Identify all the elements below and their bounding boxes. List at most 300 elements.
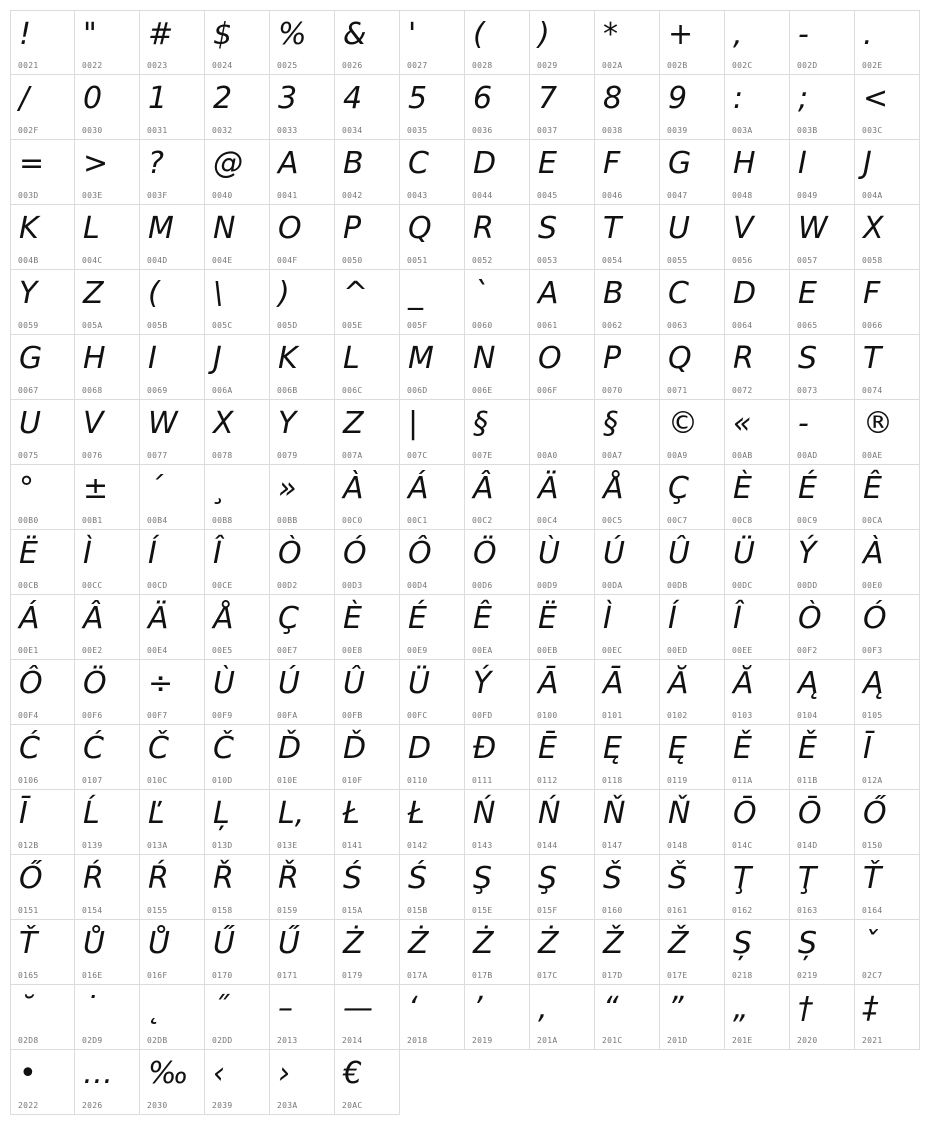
- glyph-codepoint: 00AE: [862, 451, 883, 460]
- glyph-char: Ň: [668, 796, 691, 831]
- glyph-char: “: [603, 991, 619, 1026]
- glyph-char: À: [343, 471, 364, 506]
- glyph-char: A: [538, 276, 559, 311]
- glyph-cell: [660, 335, 725, 400]
- glyph-codepoint: 002F: [18, 126, 39, 135]
- glyph-char: (: [473, 17, 485, 52]
- glyph-codepoint: 005E: [342, 321, 363, 330]
- glyph-cell: [335, 140, 400, 205]
- glyph-codepoint: 00E4: [147, 646, 168, 655]
- glyph-cell: [10, 725, 75, 790]
- glyph-codepoint: 2019: [472, 1036, 493, 1045]
- glyph-codepoint: 006D: [407, 386, 428, 395]
- glyph-codepoint: 2018: [407, 1036, 428, 1045]
- glyph-cell: [530, 140, 595, 205]
- glyph-codepoint: 003F: [147, 191, 168, 200]
- glyph-char: U: [668, 211, 690, 246]
- glyph-char: 1: [148, 81, 168, 116]
- glyph-char: D: [408, 731, 432, 766]
- glyph-cell: [10, 855, 75, 920]
- glyph-codepoint: 017A: [407, 971, 428, 980]
- glyph-cell: [205, 205, 270, 270]
- glyph-codepoint: 0119: [667, 776, 688, 785]
- glyph-char: ,: [733, 17, 743, 52]
- glyph-codepoint: 0161: [667, 906, 688, 915]
- glyph-codepoint: 010C: [147, 776, 168, 785]
- glyph-cell: [660, 75, 725, 140]
- glyph-cell: [335, 335, 400, 400]
- glyph-codepoint: 015E: [472, 906, 493, 915]
- glyph-codepoint: 00D9: [537, 581, 558, 590]
- glyph-cell: [660, 270, 725, 335]
- glyph-char: Ś: [343, 861, 363, 896]
- glyph-cell: [140, 10, 205, 75]
- glyph-char: S: [798, 341, 818, 376]
- glyph-char: G: [19, 341, 43, 376]
- glyph-codepoint: 0110: [407, 776, 428, 785]
- glyph-codepoint: 003D: [18, 191, 39, 200]
- glyph-char: ®: [863, 406, 893, 441]
- glyph-codepoint: 0026: [342, 61, 363, 70]
- glyph-cell: [335, 465, 400, 530]
- glyph-codepoint: 0179: [342, 971, 363, 980]
- glyph-codepoint: 00B0: [18, 516, 39, 525]
- glyph-codepoint: 0064: [732, 321, 753, 330]
- glyph-codepoint: 0078: [212, 451, 233, 460]
- glyph-char: 9: [668, 81, 688, 116]
- glyph-cell: [465, 465, 530, 530]
- glyph-cell: [270, 920, 335, 985]
- glyph-char: %: [278, 17, 307, 52]
- glyph-cell: [790, 530, 855, 595]
- glyph-char: ‘: [408, 991, 418, 1026]
- glyph-codepoint: 00FA: [277, 711, 298, 720]
- glyph-codepoint: 005D: [277, 321, 298, 330]
- glyph-cell: [10, 10, 75, 75]
- glyph-codepoint: 02DB: [147, 1036, 168, 1045]
- glyph-codepoint: 005F: [407, 321, 428, 330]
- glyph-char: Í: [148, 536, 157, 571]
- glyph-char: ’: [473, 991, 483, 1026]
- glyph-cell: [530, 335, 595, 400]
- glyph-char: -: [798, 17, 809, 52]
- glyph-cell: [10, 335, 75, 400]
- glyph-char: Á: [408, 471, 429, 506]
- glyph-cell: [205, 75, 270, 140]
- glyph-cell: [790, 75, 855, 140]
- glyph-cell: [75, 205, 140, 270]
- glyph-char: T: [603, 211, 622, 246]
- glyph-char: Ë: [538, 601, 557, 636]
- glyph-codepoint: 00E1: [18, 646, 39, 655]
- glyph-char: D: [473, 146, 497, 181]
- glyph-codepoint: 00AB: [732, 451, 753, 460]
- glyph-char: >: [83, 146, 109, 181]
- glyph-char: Ť: [863, 861, 882, 896]
- glyph-char: —: [343, 991, 373, 1026]
- glyph-char: V: [83, 406, 104, 441]
- glyph-codepoint: 00E9: [407, 646, 428, 655]
- glyph-cell: [530, 530, 595, 595]
- glyph-cell: [335, 270, 400, 335]
- glyph-cell: [725, 270, 790, 335]
- glyph-cell: [140, 660, 205, 725]
- glyph-cell: [75, 75, 140, 140]
- glyph-codepoint: 012B: [18, 841, 39, 850]
- glyph-cell: [465, 725, 530, 790]
- glyph-codepoint: 0030: [82, 126, 103, 135]
- glyph-char: _: [408, 276, 423, 311]
- glyph-char: Ţ: [733, 861, 752, 896]
- glyph-codepoint: 0044: [472, 191, 493, 200]
- glyph-char: Û: [668, 536, 690, 571]
- glyph-cell: [270, 205, 335, 270]
- glyph-codepoint: 0112: [537, 776, 558, 785]
- glyph-char: F: [863, 276, 881, 311]
- glyph-codepoint: 0047: [667, 191, 688, 200]
- glyph-codepoint: 00AD: [797, 451, 818, 460]
- glyph-char: Ŕ: [148, 861, 169, 896]
- glyph-cell: [725, 725, 790, 790]
- glyph-char: «: [733, 406, 752, 441]
- glyph-codepoint: 0063: [667, 321, 688, 330]
- glyph-char: 0: [83, 81, 103, 116]
- glyph-cell: [10, 75, 75, 140]
- glyph-codepoint: 0075: [18, 451, 39, 460]
- glyph-char: Q: [668, 341, 692, 376]
- glyph-codepoint: 0155: [147, 906, 168, 915]
- glyph-char: C: [408, 146, 429, 181]
- glyph-char: Ł: [408, 796, 425, 831]
- glyph-cell: [855, 205, 920, 270]
- glyph-char: C: [668, 276, 689, 311]
- glyph-cell: [465, 530, 530, 595]
- glyph-cell: [725, 985, 790, 1050]
- glyph-cell: [595, 855, 660, 920]
- glyph-codepoint: 00CB: [18, 581, 39, 590]
- glyph-codepoint: 0164: [862, 906, 883, 915]
- glyph-cell: [530, 855, 595, 920]
- glyph-char: ^: [343, 276, 369, 311]
- glyph-codepoint: 0033: [277, 126, 298, 135]
- glyph-cell: [205, 140, 270, 205]
- glyph-cell: [205, 465, 270, 530]
- glyph-char: W: [798, 211, 828, 246]
- glyph-char: §: [473, 406, 488, 441]
- glyph-codepoint: 00D2: [277, 581, 298, 590]
- glyph-codepoint: 0049: [797, 191, 818, 200]
- glyph-char: Ò: [278, 536, 302, 571]
- glyph-codepoint: 00DB: [667, 581, 688, 590]
- glyph-codepoint: 0071: [667, 386, 688, 395]
- glyph-char: €: [343, 1056, 363, 1091]
- glyph-cell: [595, 10, 660, 75]
- glyph-codepoint: 00FC: [407, 711, 428, 720]
- glyph-cell: [10, 790, 75, 855]
- glyph-char: Ē: [538, 731, 557, 766]
- glyph-cell: [660, 920, 725, 985]
- glyph-codepoint: 0024: [212, 61, 233, 70]
- glyph-char: Š: [603, 861, 623, 896]
- glyph-cell: [140, 725, 205, 790]
- glyph-char: O: [278, 211, 302, 246]
- glyph-cell: [75, 855, 140, 920]
- glyph-char: Ż: [408, 926, 429, 961]
- glyph-char: ÷: [148, 666, 174, 701]
- glyph-char: @: [213, 146, 243, 181]
- glyph-cell: [140, 465, 205, 530]
- glyph-char: Ô: [19, 666, 43, 701]
- glyph-cell: [400, 335, 465, 400]
- glyph-char: P: [343, 211, 362, 246]
- glyph-char: Ĺ: [83, 796, 100, 831]
- glyph-cell: [270, 140, 335, 205]
- glyph-cell: [270, 1050, 335, 1115]
- glyph-codepoint: 00DC: [732, 581, 753, 590]
- glyph-codepoint: 00FB: [342, 711, 363, 720]
- glyph-char: Â: [473, 471, 494, 506]
- glyph-cell: [855, 985, 920, 1050]
- glyph-char: =: [19, 146, 45, 181]
- glyph-cell: [855, 920, 920, 985]
- glyph-codepoint: 016E: [82, 971, 103, 980]
- glyph-codepoint: 0065: [797, 321, 818, 330]
- glyph-codepoint: 0048: [732, 191, 753, 200]
- glyph-char: N: [213, 211, 236, 246]
- glyph-char: Ī: [19, 796, 28, 831]
- glyph-char: |: [408, 406, 419, 441]
- glyph-cell: [855, 400, 920, 465]
- glyph-cell: [465, 335, 530, 400]
- glyph-cell: [465, 400, 530, 465]
- glyph-codepoint: 00CA: [862, 516, 883, 525]
- glyph-cell: [400, 920, 465, 985]
- glyph-cell: [75, 465, 140, 530]
- glyph-codepoint: 0062: [602, 321, 623, 330]
- glyph-char: È: [343, 601, 362, 636]
- glyph-char: E: [538, 146, 557, 181]
- glyph-char: Ř: [278, 861, 299, 896]
- glyph-char: ?: [148, 146, 164, 181]
- glyph-cell: [660, 790, 725, 855]
- glyph-codepoint: 0060: [472, 321, 493, 330]
- glyph-cell: [10, 660, 75, 725]
- glyph-cell: [75, 1050, 140, 1115]
- glyph-char: 3: [278, 81, 298, 116]
- glyph-char: Ž: [603, 926, 624, 961]
- glyph-cell: [530, 465, 595, 530]
- glyph-cell: [75, 660, 140, 725]
- glyph-char: Å: [213, 601, 234, 636]
- glyph-char: Ī: [863, 731, 872, 766]
- glyph-char: ;: [798, 81, 809, 116]
- glyph-cell: [855, 270, 920, 335]
- glyph-codepoint: 00F4: [18, 711, 39, 720]
- glyph-cell: [725, 335, 790, 400]
- glyph-codepoint: 0034: [342, 126, 363, 135]
- glyph-char: Ù: [538, 536, 560, 571]
- glyph-cell: [855, 140, 920, 205]
- glyph-char: Ŕ: [83, 861, 104, 896]
- glyph-codepoint: 016F: [147, 971, 168, 980]
- glyph-char: J: [213, 341, 222, 376]
- glyph-char: Z: [83, 276, 104, 311]
- glyph-cell: [335, 595, 400, 660]
- glyph-codepoint: 00E8: [342, 646, 363, 655]
- glyph-cell: [270, 400, 335, 465]
- glyph-char: Ș: [733, 926, 753, 961]
- glyph-cell: [140, 140, 205, 205]
- glyph-codepoint: 005C: [212, 321, 233, 330]
- glyph-cell: [660, 465, 725, 530]
- glyph-char: »: [278, 471, 297, 506]
- glyph-codepoint: 00C2: [472, 516, 493, 525]
- glyph-cell: [725, 10, 790, 75]
- glyph-codepoint: 00E7: [277, 646, 298, 655]
- glyph-codepoint: 0111: [472, 776, 493, 785]
- glyph-cell: [790, 205, 855, 270]
- glyph-char: Ń: [473, 796, 496, 831]
- glyph-cell: [660, 400, 725, 465]
- glyph-codepoint: 004F: [277, 256, 298, 265]
- glyph-cell: [725, 790, 790, 855]
- glyph-char: Ň: [603, 796, 626, 831]
- glyph-cell: [400, 660, 465, 725]
- glyph-char: X: [863, 211, 884, 246]
- glyph-cell: [530, 205, 595, 270]
- glyph-cell: [335, 400, 400, 465]
- glyph-char: Ō: [733, 796, 757, 831]
- glyph-cell: [335, 1050, 400, 1115]
- glyph-cell: [270, 465, 335, 530]
- glyph-codepoint: 0103: [732, 711, 753, 720]
- glyph-char: Ř: [213, 861, 234, 896]
- glyph-cell: [855, 790, 920, 855]
- glyph-cell: [855, 335, 920, 400]
- glyph-codepoint: 0057: [797, 256, 818, 265]
- glyph-cell: [725, 400, 790, 465]
- glyph-codepoint: 013E: [277, 841, 298, 850]
- glyph-cell: [140, 75, 205, 140]
- glyph-char: Ő: [863, 796, 887, 831]
- glyph-cell: [140, 335, 205, 400]
- glyph-cell: [140, 270, 205, 335]
- glyph-codepoint: 00C8: [732, 516, 753, 525]
- glyph-char: Ç: [278, 601, 299, 636]
- glyph-codepoint: 0021: [18, 61, 39, 70]
- glyph-cell: [465, 270, 530, 335]
- glyph-char: #: [148, 17, 174, 52]
- glyph-codepoint: 007C: [407, 451, 428, 460]
- glyph-char: ": [83, 17, 97, 52]
- glyph-cell: [660, 985, 725, 1050]
- glyph-cell: [465, 855, 530, 920]
- glyph-char: /: [19, 81, 30, 116]
- glyph-cell: [335, 790, 400, 855]
- glyph-cell: [270, 790, 335, 855]
- glyph-cell: [335, 985, 400, 1050]
- glyph-codepoint: 0118: [602, 776, 623, 785]
- glyph-codepoint: 0069: [147, 386, 168, 395]
- glyph-cell: [855, 595, 920, 660]
- glyph-cell: [660, 205, 725, 270]
- glyph-cell: [530, 10, 595, 75]
- glyph-codepoint: 0027: [407, 61, 428, 70]
- glyph-char: Ť: [19, 926, 38, 961]
- glyph-char: °: [19, 471, 34, 506]
- glyph-char: O: [538, 341, 562, 376]
- glyph-codepoint: 002E: [862, 61, 883, 70]
- glyph-codepoint: 0058: [862, 256, 883, 265]
- glyph-char: Ţ: [798, 861, 817, 896]
- glyph-char: „: [733, 991, 749, 1026]
- glyph-cell: [400, 985, 465, 1050]
- glyph-cell: [855, 75, 920, 140]
- glyph-codepoint: 0039: [667, 126, 688, 135]
- glyph-char: Í: [668, 601, 677, 636]
- glyph-codepoint: 0148: [667, 841, 688, 850]
- glyph-cell: [855, 465, 920, 530]
- glyph-codepoint: 2020: [797, 1036, 818, 1045]
- glyph-char: Ů: [83, 926, 105, 961]
- glyph-char: Ö: [83, 666, 107, 701]
- glyph-cell: [75, 270, 140, 335]
- glyph-codepoint: 0066: [862, 321, 883, 330]
- glyph-codepoint: 00C5: [602, 516, 623, 525]
- glyph-codepoint: 00EC: [602, 646, 623, 655]
- glyph-codepoint: 0077: [147, 451, 168, 460]
- glyph-cell: [10, 465, 75, 530]
- glyph-char: S: [538, 211, 558, 246]
- glyph-char: 7: [538, 81, 558, 116]
- glyph-codepoint: 00D6: [472, 581, 493, 590]
- glyph-codepoint: 007A: [342, 451, 363, 460]
- glyph-codepoint: 00D3: [342, 581, 363, 590]
- glyph-cell: [205, 10, 270, 75]
- glyph-codepoint: 0141: [342, 841, 363, 850]
- glyph-cell: [595, 660, 660, 725]
- glyph-char: Ý: [798, 536, 817, 571]
- glyph-codepoint: 017E: [667, 971, 688, 980]
- glyph-codepoint: 010E: [277, 776, 298, 785]
- glyph-char: 5: [408, 81, 428, 116]
- glyph-cell: [725, 140, 790, 205]
- glyph-char: Ö: [473, 536, 497, 571]
- glyph-codepoint: 013A: [147, 841, 168, 850]
- glyph-char: ‰: [148, 1056, 189, 1091]
- glyph-cell: [465, 985, 530, 1050]
- glyph-codepoint: 00A7: [602, 451, 623, 460]
- glyph-char: Ś: [408, 861, 428, 896]
- glyph-char: B: [603, 276, 624, 311]
- glyph-char: Ć: [19, 731, 40, 766]
- glyph-codepoint: 0067: [18, 386, 39, 395]
- glyph-cell: [465, 10, 530, 75]
- glyph-char: Ă: [668, 666, 689, 701]
- glyph-cell: [530, 400, 595, 465]
- glyph-char: –: [278, 991, 293, 1026]
- glyph-codepoint: 0160: [602, 906, 623, 915]
- glyph-char: Ż: [343, 926, 364, 961]
- glyph-char: È: [733, 471, 752, 506]
- glyph-cell: [595, 920, 660, 985]
- glyph-char: I: [798, 146, 807, 181]
- glyph-char: Ļ: [213, 796, 230, 831]
- glyph-char: :: [733, 81, 744, 116]
- glyph-cell: [790, 725, 855, 790]
- glyph-char: Ą: [798, 666, 819, 701]
- glyph-cell: [75, 530, 140, 595]
